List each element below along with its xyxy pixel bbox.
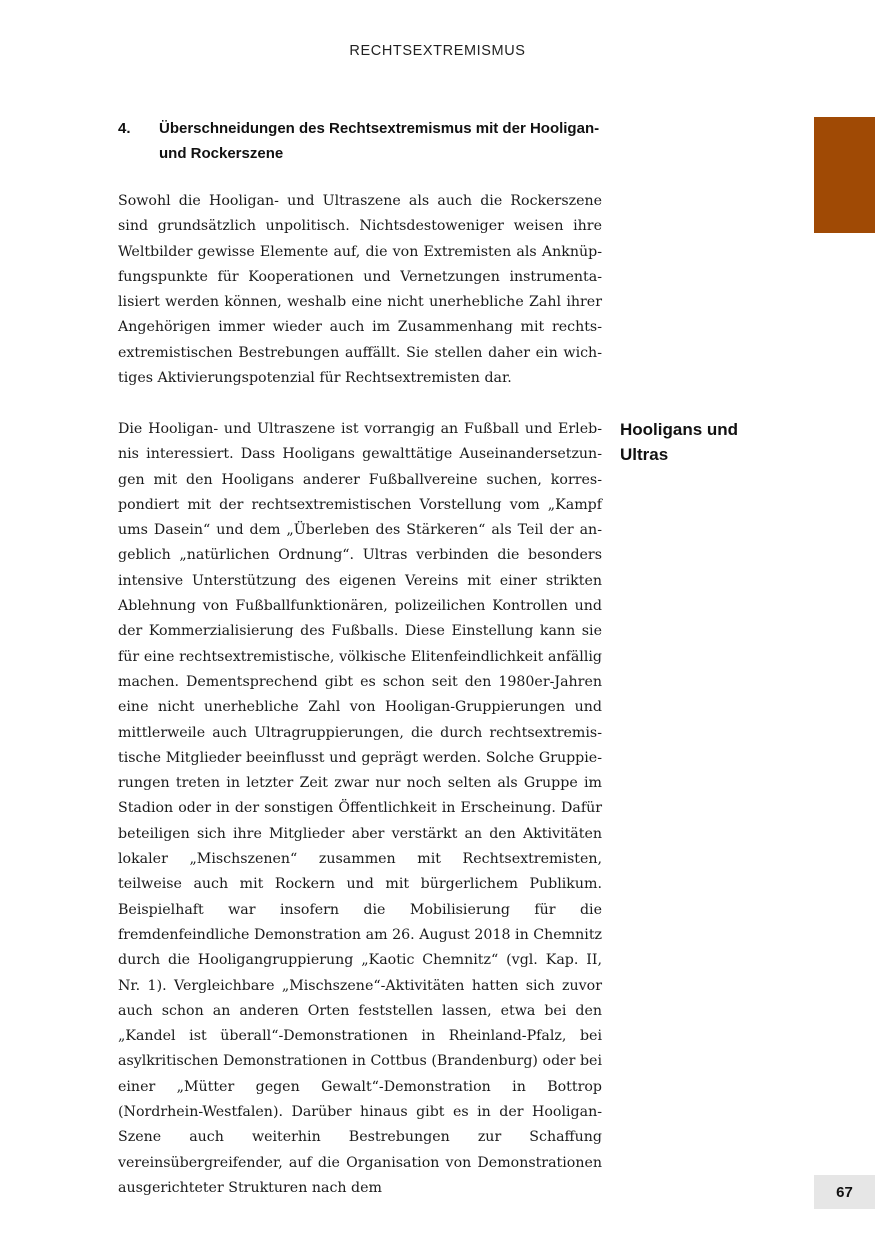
section-number: 4. [118,120,131,137]
section-title: Überschneidungen des Rechtsextremismus mit der Hooligan- und Rockerszene [159,120,600,162]
margin-note: Hooligans und Ultras [620,420,739,464]
page-number-box [814,1175,875,1209]
paragraph-intro: Sowohl die Hooligan- und Ultraszene als auch die Rockerszene sind grundsätzlich unpolitisch. Nichtsdestoweniger weisen ihre Weltbilder gewisse Elemente auf, die von Extremisten als Anknüpfungspunkte für Kooperationen und Vernetzungen instrumentalisiert werden können, weshalb eine nicht unerhebliche Zahl ihrer Angehörigen immer wieder auch im Zusammenhang mit rechtsextremistischen Bestrebungen auffällt. Sie stellen daher ein wichtiges Aktivierungspotenzial für Rechtsextremisten dar. [118,193,602,387]
section-heading [118,116,608,166]
paragraph-hooligans: Die Hooligan- und Ultraszene ist vorrangig an Fußball und Erlebnis interessiert. Dass Hooligans gewalttätige Auseinandersetzungen mit den Hooligans anderer Fußballvereine suchen, korrespondiert mit der rechtsextremistischen Vorstellung vom „Kampf ums Dasein“ und dem „Überleben des Stärkeren“ als Teil der angeblich „natürlichen Ordnung“. Ultras verbinden die besonders intensive Unterstützung des eigenen Vereins mit einer strikten Ablehnung von Fußballfunktionären, polizeilichen Kontrollen und der Kommerzialisierung des Fußballs. Diese Einstellung kann sie für eine rechtsextremistische, völkische Elitenfeindlichkeit anfällig machen. Dementsprechend gibt es schon seit den 1980er-Jahren eine nicht unerhebliche Zahl von Hooligan-Gruppierungen und mittlerweile auch Ultragruppierungen, die durch rechtsextremistische Mitglieder beeinflusst und geprägt werden. Solche Gruppierungen treten in letzter Zeit zwar nur noch selten als Gruppe im Stadion oder in der sonstigen Öffentlichkeit in Erscheinung. Dafür beteiligen sich ihre Mitglieder aber verstärkt an den Aktivitäten lokaler „Mischszenen“ zusammen mit Rechtsextremisten, teilweise auch mit Rockern und mit bürgerlichem Publikum. Beispielhaft war insofern die Mobilisierung für die fremdenfeindliche Demonstration am 26. August 2018 in Chemnitz durch die Hooligangruppierung „Kaotic Chemnitz“ (vgl. Kap. II, Nr. 1). Vergleichbare „Mischszene“-Aktivitäten hatten sich zuvor auch schon an anderen Orten feststellen lassen, etwa bei den „Kandel ist überall“-Demonstrationen in Rheinland-Pfalz, bei asylkritischen Demonstrationen in Cottbus (Brandenburg) oder bei einer „Mütter gegen Gewalt“-Demonstration in Bottrop (Nordrhein-Westfalen). Darüber hinaus gibt es in der Hooligan-Szene auch weiterhin Bestrebungen zur Schaffung vereinsübergreifender, auf die Organisation von Demonstrationen ausgerichteter Strukturen nach dem [118,421,602,1196]
running-header: RECHTSEXTREMISMUS [349,43,526,59]
chapter-color-tab [814,117,875,233]
page-number: 67 [836,1183,853,1201]
